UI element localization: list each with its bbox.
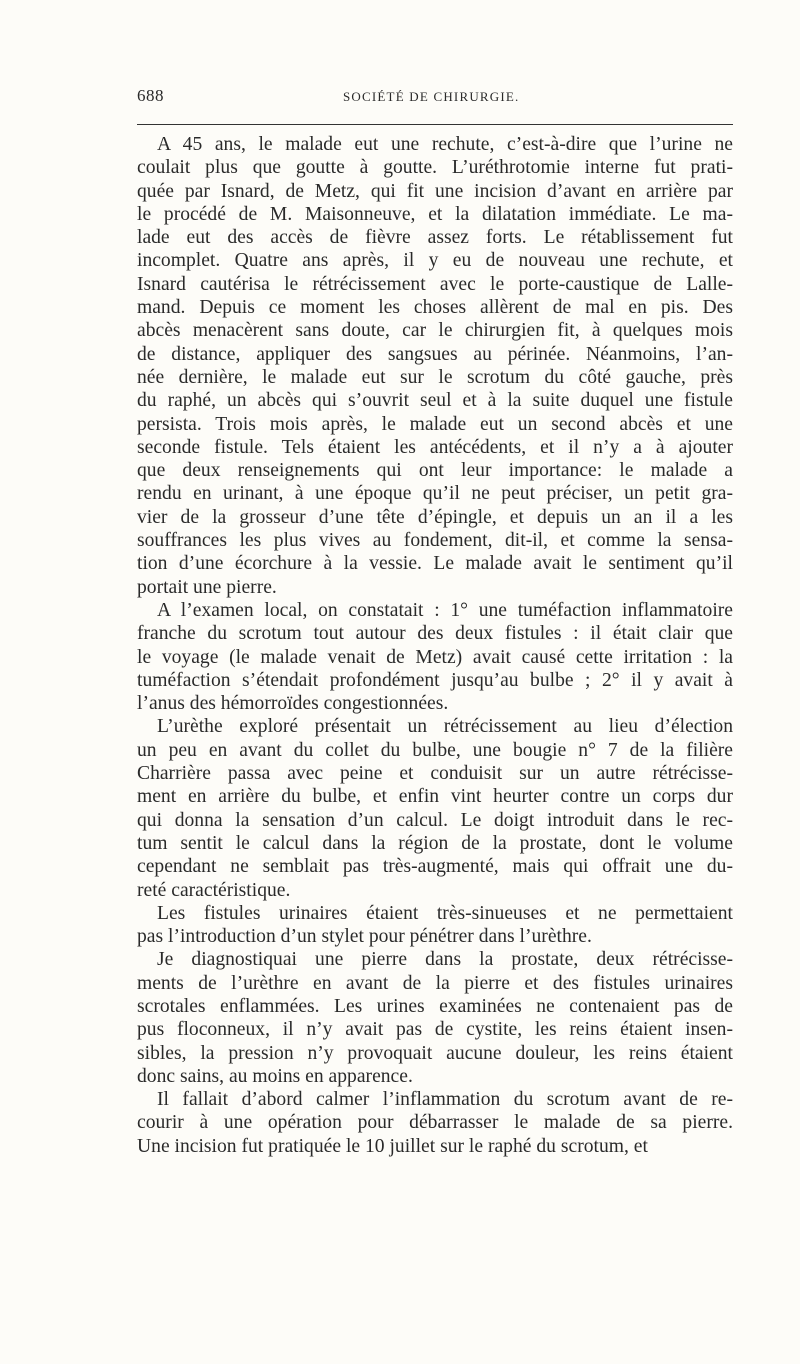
text-line: l’anus des hémorroïdes congestionnées. (137, 693, 449, 715)
text-line: donc sains, au moins en apparence. (137, 1065, 413, 1087)
text-line: vier de la grosseur d’une tête d’épingle, et depuis un an il a les (137, 506, 733, 528)
text-line: Je diagnostiquai une pierre dans la prostate, deux rétrécisse- (157, 949, 733, 971)
text-line: coulait plus que goutte à goutte. L’uréthrotomie interne fut prati- (137, 157, 733, 179)
text-line: née dernière, le malade eut sur le scrotum du côté gauche, près (137, 366, 733, 388)
text-line: que deux renseignements qui ont leur importance: le malade a (137, 460, 733, 482)
text-line: souffrances les plus vives au fondement, dit-il, et comme la sensa- (137, 530, 733, 552)
text-line: sibles, la pression n’y provoquait aucune douleur, les reins étaient (137, 1042, 733, 1064)
text-line: scrotales enflammées. Les urines examinées ne contenaient pas de (137, 995, 733, 1017)
text-line: franche du scrotum tout autour des deux fistules : il était clair que (137, 623, 733, 645)
text-line: reté caractéristique. (137, 879, 291, 901)
text-line: incomplet. Quatre ans après, il y eu de nouveau une rechute, et (137, 250, 733, 272)
text-line: Isnard cautérisa le rétrécissement avec le porte-caustique de Lalle- (137, 273, 733, 295)
text-line: le procédé de M. Maisonneuve, et la dilatation immédiate. Le ma- (137, 203, 733, 225)
text-line: mand. Depuis ce moment les choses allèrent de mal en pis. Des (137, 297, 733, 319)
text-line: rendu en urinant, à une époque qu’il ne peut préciser, un petit gra- (137, 483, 733, 505)
body-text (137, 133, 733, 1158)
text-line: de distance, appliquer des sangsues au périnée. Néanmoins, l’an- (137, 343, 733, 365)
text-line: abcès menacèrent sans doute, car le chirurgien fit, à quelques mois (137, 320, 733, 342)
text-line: Une incision fut pratiquée le 10 juillet sur le raphé du scrotum, et (137, 1135, 648, 1157)
paragraph (137, 599, 733, 715)
text-line: tuméfaction s’étendait profondément jusqu’au bulbe ; 2° il y avait à (137, 669, 733, 691)
text-line: A l’examen local, on constatait : 1° une tuméfaction inflammatoire (157, 599, 733, 621)
text-line: pus floconneux, il n’y avait pas de cystite, les reins étaient insen- (137, 1019, 733, 1041)
running-head (137, 86, 733, 110)
text-line: quée par Isnard, de Metz, qui fit une incision d’avant en arrière par (137, 180, 733, 202)
text-line: tion d’une écorchure à la vessie. Le malade avait le sentiment qu’il (137, 553, 733, 575)
header-rule (137, 124, 733, 125)
text-line: seconde fistule. Tels étaient les antécédents, et il n’y a à ajouter (137, 436, 733, 458)
text-line: Charrière passa avec peine et conduisit sur un autre rétrécisse- (137, 763, 733, 785)
text-line: le voyage (le malade venait de Metz) avait causé cette irritation : la (137, 646, 733, 668)
paragraph (137, 948, 733, 1088)
page-number: 688 (137, 86, 164, 105)
text-line: portait une pierre. (137, 576, 277, 598)
text-line: un peu en avant du collet du bulbe, une bougie n° 7 de la filière (137, 739, 733, 761)
text-line: lade eut des accès de fièvre assez forts. Le rétablissement fut (137, 227, 733, 249)
text-line: Il fallait d’abord calmer l’inflammation du scrotum avant de re- (157, 1089, 733, 1111)
text-line: ment en arrière du bulbe, et enfin vint heurter contre un corps dur (137, 786, 733, 808)
text-line: ments de l’urèthre en avant de la pierre et des fistules urinaires (137, 972, 733, 994)
paragraph (137, 715, 733, 901)
text-line: du raphé, un abcès qui s’ouvrit seul et à la suite duquel une fistule (137, 390, 733, 412)
text-line: courir à une opération pour débarrasser le malade de sa pierre. (137, 1112, 733, 1134)
text-line: persista. Trois mois après, le malade eut un second abcès et une (137, 413, 733, 435)
text-line: pas l’introduction d’un stylet pour pénétrer dans l’urèthre. (137, 926, 592, 948)
running-title: SOCIÉTÉ DE CHIRURGIE. (343, 89, 520, 104)
text-line: Les fistules urinaires étaient très-sinueuses et ne permettaient (157, 902, 733, 924)
paragraph (137, 902, 733, 949)
text-line: cependant ne semblait pas très-augmenté, mais qui offrait une du- (137, 856, 733, 878)
text-line: A 45 ans, le malade eut une rechute, c’est-à-dire que l’urine ne (157, 134, 733, 155)
paragraph (137, 1088, 733, 1158)
text-line: tum sentit le calcul dans la région de la prostate, dont le volume (137, 832, 733, 854)
text-line: L’urèthe exploré présentait un rétrécissement au lieu d’élection (157, 716, 733, 738)
paragraph (137, 133, 733, 599)
text-line: qui donna la sensation d’un calcul. Le doigt introduit dans le rec- (137, 809, 733, 831)
